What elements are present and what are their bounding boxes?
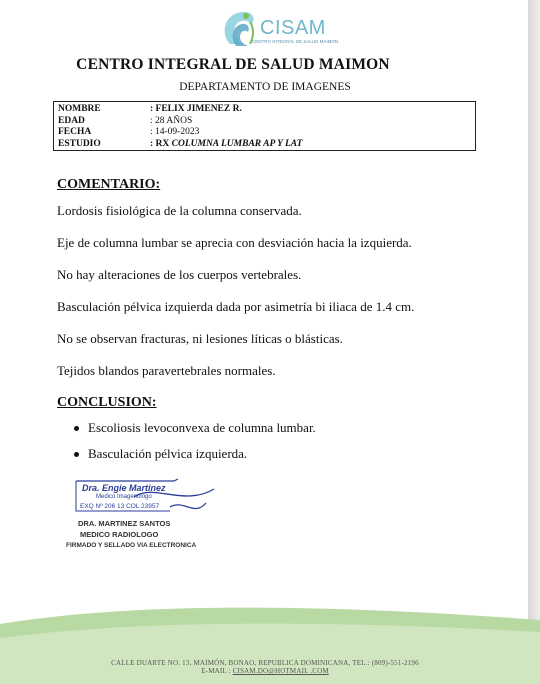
list-item bbox=[74, 420, 316, 446]
age-value: : 28 AÑOS bbox=[150, 115, 193, 126]
age-label: EDAD bbox=[58, 115, 85, 126]
patient-info-box bbox=[53, 101, 476, 151]
doctor-stamp bbox=[74, 477, 220, 521]
comment-line: No se observan fracturas, ni lesiones líticas o blásticas. bbox=[57, 331, 343, 346]
footer-email-line bbox=[0, 667, 530, 675]
org-title: CENTRO INTEGRAL DE SALUD MAIMON bbox=[76, 56, 390, 73]
conclusion-heading: CONCLUSION: bbox=[57, 395, 157, 410]
cisam-logo bbox=[216, 4, 339, 52]
comment-line: Lordosis fisiológica de la columna conservada. bbox=[57, 203, 302, 218]
comment-line: Basculación pélvica izquierda dada por asimetría bi iliaca de 1.4 cm. bbox=[57, 299, 415, 314]
study-name: COLUMNA LUMBAR AP Y LAT bbox=[171, 138, 303, 149]
comment-line: Tejidos blandos paravertebrales normales. bbox=[57, 363, 276, 378]
info-row-name bbox=[58, 104, 471, 116]
logo-subtitle: CENTRO INTEGRAL DE SALUD MAIMON bbox=[252, 39, 339, 44]
logo-name: CISAM bbox=[260, 17, 326, 39]
bullet-icon bbox=[74, 426, 79, 431]
signature-doctor: DRA. MARTINEZ SANTOS bbox=[78, 519, 171, 528]
department-title: DEPARTAMENTO DE IMAGENES bbox=[179, 81, 351, 93]
comment-line: Eje de columna lumbar se aprecia con desviación hacia la izquierda. bbox=[57, 235, 412, 250]
comment-heading: COMENTARIO: bbox=[57, 177, 161, 192]
name-label: NOMBRE bbox=[58, 104, 101, 114]
signature-title: MEDICO RADIOLOGO bbox=[80, 530, 159, 539]
footer-email[interactable]: CISAM.DO@HOTMAIL .COM bbox=[232, 667, 329, 675]
page-edge bbox=[528, 0, 540, 684]
list-item bbox=[74, 446, 316, 472]
comment-line: No hay alteraciones de los cuerpos vertebrales. bbox=[57, 267, 302, 282]
info-row-date bbox=[58, 127, 471, 139]
study-prefix: : RX bbox=[150, 138, 170, 149]
name-value: : FELIX JIMENEZ R. bbox=[150, 104, 242, 114]
date-value: : 14-09-2023 bbox=[150, 127, 200, 137]
signature-note: FIRMADO Y SELLADO VIA ELECTRONICA bbox=[66, 542, 197, 549]
bullet-icon bbox=[74, 452, 79, 457]
stamp-name: Dra. Engie Martinez bbox=[82, 483, 166, 493]
footer-email-label: E-MAIL : bbox=[201, 667, 233, 675]
study-value bbox=[148, 139, 302, 151]
stamp-role: Medico Imagenólogo bbox=[96, 494, 152, 500]
study-label: ESTUDIO bbox=[58, 138, 101, 149]
conclusion-item: Escoliosis levoconvexa de columna lumbar. bbox=[88, 420, 316, 435]
conclusion-list bbox=[74, 420, 316, 472]
conclusion-item: Basculación pélvica izquierda. bbox=[88, 446, 248, 461]
info-row-study bbox=[58, 139, 471, 151]
stamp-exequatur: EXQ Nº 206 13 COL 23957 bbox=[80, 503, 160, 510]
date-label: FECHA bbox=[58, 127, 92, 137]
footer-address: CALLE DUARTE NO. 13, MAIMÓN, BONAO, REPUBLICA DOMINICANA, TEL.: (809)-551-2196 bbox=[111, 659, 419, 667]
info-row-age bbox=[58, 116, 471, 128]
